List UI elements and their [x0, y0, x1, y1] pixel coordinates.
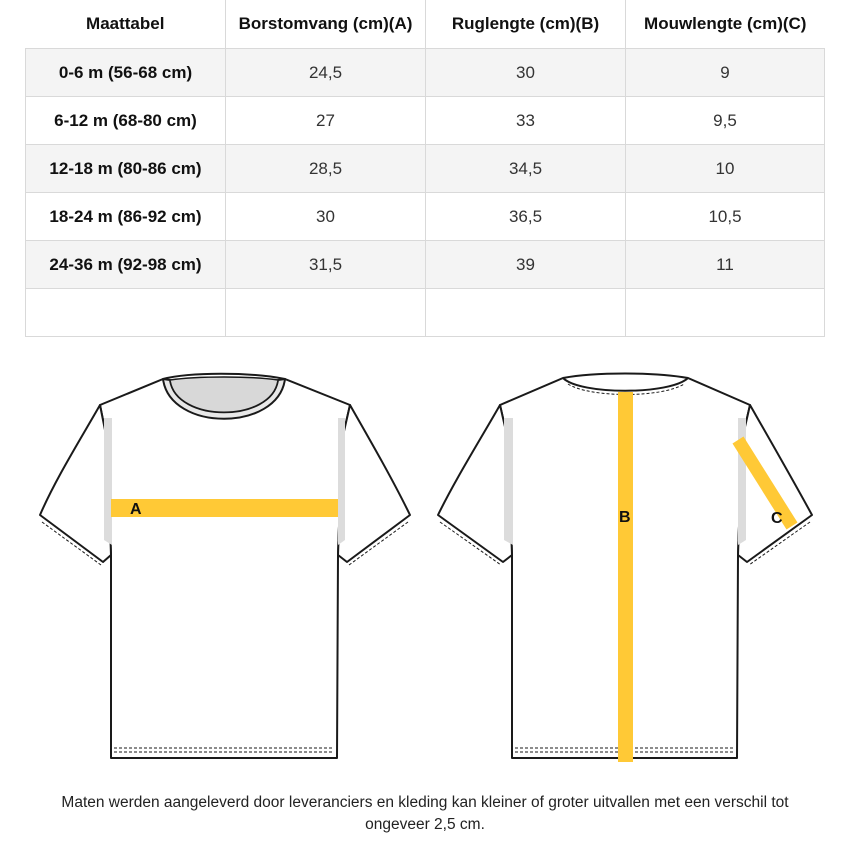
tshirt-front-right-sleeve — [338, 405, 410, 562]
size-cell: 12-18 m (80-86 cm) — [26, 145, 226, 193]
size-cell: 18-24 m (86-92 cm) — [26, 193, 226, 241]
header-back-length: Ruglengte (cm)(B) — [426, 0, 626, 49]
chest-measure-band — [111, 499, 338, 517]
size-cell: 24-36 m (92-98 cm) — [26, 241, 226, 289]
size-cell: 0-6 m (56-68 cm) — [26, 49, 226, 97]
chest-cell: 27 — [226, 97, 426, 145]
size-cell — [26, 289, 226, 337]
back-length-measure-band — [618, 392, 633, 762]
back-length-cell: 36,5 — [426, 193, 626, 241]
back-length-cell: 33 — [426, 97, 626, 145]
sleeve-length-cell — [626, 289, 825, 337]
size-cell: 6-12 m (68-80 cm) — [26, 97, 226, 145]
table-row — [26, 145, 825, 193]
header-size: Maattabel — [26, 0, 226, 49]
tshirt-front-body — [100, 374, 350, 758]
tshirt-back-right-sleeve — [738, 405, 812, 562]
chest-cell — [226, 289, 426, 337]
back-length-measure-label: B — [619, 509, 631, 526]
sleeve-length-cell: 9,5 — [626, 97, 825, 145]
table-row — [26, 49, 825, 97]
chest-cell: 30 — [226, 193, 426, 241]
back-length-cell: 39 — [426, 241, 626, 289]
header-sleeve-length: Mouwlengte (cm)(C) — [626, 0, 825, 49]
tshirt-front — [40, 374, 410, 758]
sleeve-length-cell: 9 — [626, 49, 825, 97]
chest-cell: 24,5 — [226, 49, 426, 97]
sleeve-length-cell: 10,5 — [626, 193, 825, 241]
table-header-row — [26, 0, 825, 49]
back-length-cell: 30 — [426, 49, 626, 97]
sleeve-length-cell: 10 — [626, 145, 825, 193]
sleeve-length-cell: 11 — [626, 241, 825, 289]
table-row — [26, 193, 825, 241]
footnote: Maten werden aangeleverd door leveranciers en kleding kan kleiner of groter uitvallen met een verschil tot ongeveer 2,5 cm. — [61, 794, 789, 833]
header-chest: Borstomvang (cm)(A) — [226, 0, 426, 49]
tshirt-front-left-sleeve — [40, 405, 111, 562]
table-row — [26, 241, 825, 289]
chest-cell: 31,5 — [226, 241, 426, 289]
table-row — [26, 97, 825, 145]
chest-measure-label: A — [130, 501, 142, 518]
table-row-empty — [26, 289, 825, 337]
back-length-cell: 34,5 — [426, 145, 626, 193]
sleeve-measure-label: C — [771, 510, 783, 527]
size-table — [25, 0, 825, 337]
chest-cell: 28,5 — [226, 145, 426, 193]
tshirt-measurement-illustration — [0, 350, 850, 780]
tshirt-back-left-sleeve — [438, 405, 512, 562]
back-length-cell — [426, 289, 626, 337]
